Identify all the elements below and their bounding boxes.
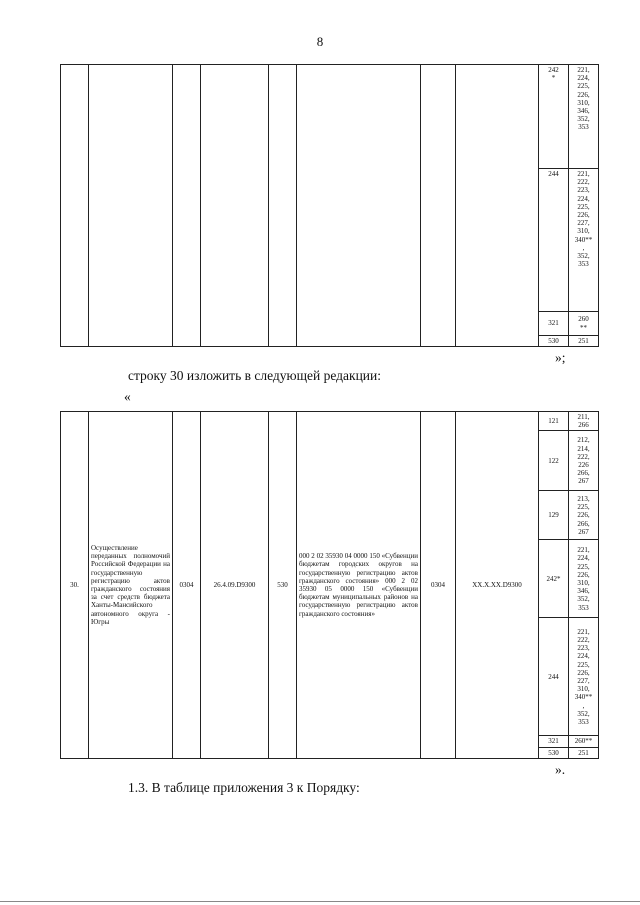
table-cell-values: 212, 214, 222, 226 266, 267 bbox=[569, 431, 599, 491]
row-number: 30. bbox=[61, 412, 89, 759]
table-cell-code: 244 bbox=[539, 169, 569, 312]
table-cell-values: 211, 266 bbox=[569, 412, 599, 431]
table-cell-code: 242* bbox=[539, 540, 569, 618]
continuation-table bbox=[60, 64, 599, 347]
table-cell-code: 530 bbox=[539, 747, 569, 758]
table-cell-values: 251 bbox=[569, 336, 599, 347]
row-name: Осуществление переданных полномочий Российской Федерации на государственную регистрацию актов гражданского состояния за счет средств бюджета Ханты-Мансийского автономного округа - Югры bbox=[89, 412, 173, 759]
table-cell-values: 221, 222, 223, 224, 225, 226, 227, 310, 340** , 352, 353 bbox=[569, 169, 599, 312]
instruction-row30: строку 30 изложить в следующей редакции: bbox=[128, 368, 382, 383]
row-section2: 0304 bbox=[421, 412, 456, 759]
row-type: 530 bbox=[269, 412, 297, 759]
section-heading: 1.3. В таблице приложения 3 к Порядку: bbox=[128, 780, 360, 795]
opening-quote: « bbox=[124, 389, 131, 404]
table-cell-code: 129 bbox=[539, 491, 569, 540]
row-kbk: 000 2 02 35930 04 0000 150 «Субвенции бюджетам городских округов на государственную регистрацию актов гражданского состояния» 000 2 02 35930 05 0000 150 «Субвенции бюджетам муниципальных районов на государственную регистрацию актов гражданского состояния» bbox=[297, 412, 421, 759]
table-cell-code: 122 bbox=[539, 431, 569, 491]
page-bottom-edge bbox=[0, 901, 640, 902]
row-section: 0304 bbox=[173, 412, 201, 759]
closing-quote-1: »; bbox=[555, 350, 566, 365]
table-cell-code: 121 bbox=[539, 412, 569, 431]
page-number: 8 bbox=[316, 34, 324, 49]
table-cell-code: 244 bbox=[539, 618, 569, 736]
row-target: 26.4.09.D9300 bbox=[201, 412, 269, 759]
row30-table bbox=[60, 411, 599, 759]
table-cell-values: 221, 224, 225, 226, 310, 346, 352, 353 bbox=[569, 65, 599, 169]
table-cell-code: 321 bbox=[539, 312, 569, 336]
table-cell-values: 251 bbox=[569, 747, 599, 758]
table-cell-code: 321 bbox=[539, 736, 569, 747]
table-cell-values: 221, 222, 223, 224, 225, 226, 227, 310, 340** , 352, 353 bbox=[569, 618, 599, 736]
table-cell-values: 260 ** bbox=[569, 312, 599, 336]
table-cell-code: 242 * bbox=[539, 65, 569, 169]
table-cell-values: 221, 224, 225, 226, 310, 346, 352, 353 bbox=[569, 540, 599, 618]
table-cell-values: 213, 225, 226, 266, 267 bbox=[569, 491, 599, 540]
table-cell-code: 530 bbox=[539, 336, 569, 347]
row-target2: XX.X.XX.D9300 bbox=[456, 412, 539, 759]
closing-quote-2: ». bbox=[555, 762, 566, 777]
table-cell-values: 260** bbox=[569, 736, 599, 747]
